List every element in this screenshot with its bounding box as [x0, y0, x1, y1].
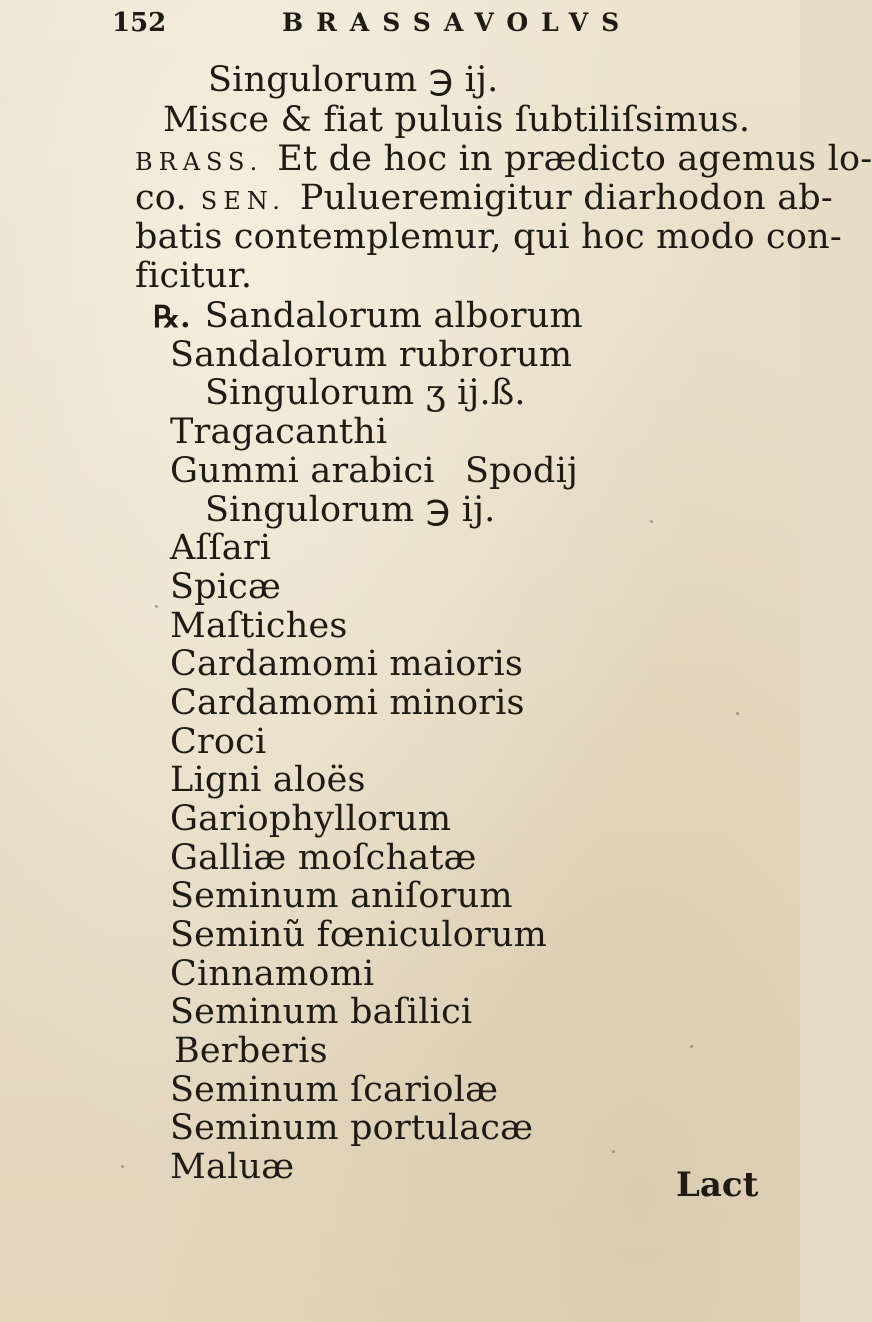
paper-speck	[690, 1045, 693, 1048]
line-text: Sandalorum alborum	[204, 296, 583, 336]
text-line: Seminum portulacæ	[170, 1108, 534, 1148]
line-text: Pulueremigitur diarhodon ab-	[299, 178, 833, 218]
text-line: Seminũ fœniculorum	[170, 915, 548, 955]
paper-speck	[612, 1150, 615, 1153]
text-line: Singulorum ʒ ij.ß.	[205, 373, 526, 413]
text-line: Tragacanthi	[170, 412, 388, 452]
text-line: Spicæ	[170, 567, 282, 607]
line-text: Et de hoc in prædicto agemus lo-	[277, 139, 872, 179]
text-line: Croci	[170, 722, 267, 762]
catchword: Lact	[676, 1165, 759, 1205]
running-title: BRASSAVOLVS	[282, 8, 633, 37]
text-line: Misce & fiat puluis ſubtiliſsimus.	[163, 100, 751, 140]
text-line: Galliæ moſchatæ	[170, 838, 477, 878]
text-line	[153, 296, 583, 338]
speaker-label: BRASS.	[135, 148, 264, 176]
text-line: Gummi arabici	[170, 451, 435, 491]
text-line: Ligni aloës	[170, 760, 366, 800]
paper-speck	[736, 712, 739, 715]
recipe-icon: ℞.	[153, 300, 191, 335]
text-line: Cinnamomi	[170, 954, 375, 994]
line-text: co.	[135, 178, 187, 218]
text-line: Singulorum ℈ ij.	[205, 490, 496, 530]
text-line: Spodij	[465, 451, 579, 491]
paper-speck	[650, 520, 653, 523]
text-line: Cardamomi maioris	[170, 644, 524, 684]
text-line: Maluæ	[170, 1147, 295, 1187]
page-number: 152	[112, 8, 167, 38]
text-line: ficitur.	[135, 256, 253, 296]
text-line: Sandalorum rubrorum	[170, 335, 573, 375]
text-line: Seminum ſcariolæ	[170, 1070, 499, 1110]
text-line: Maſtiches	[170, 606, 348, 646]
text-line: Aſſari	[170, 528, 272, 568]
text-line: batis contemplemur, qui hoc modo con-	[135, 217, 842, 257]
paper-speck	[121, 1165, 124, 1168]
text-line: Berberis	[174, 1031, 328, 1071]
text-line: Cardamomi minoris	[170, 683, 525, 723]
text-line: Seminum aniſorum	[170, 876, 513, 916]
speaker-label: SEN.	[200, 187, 286, 215]
text-line: Gariophyllorum	[170, 799, 452, 839]
paper-speck	[155, 605, 158, 608]
text-line: Seminum baſilici	[170, 992, 473, 1032]
text-line	[135, 178, 833, 221]
text-line: Singulorum ℈ ij.	[208, 60, 499, 100]
text-line	[135, 139, 872, 182]
